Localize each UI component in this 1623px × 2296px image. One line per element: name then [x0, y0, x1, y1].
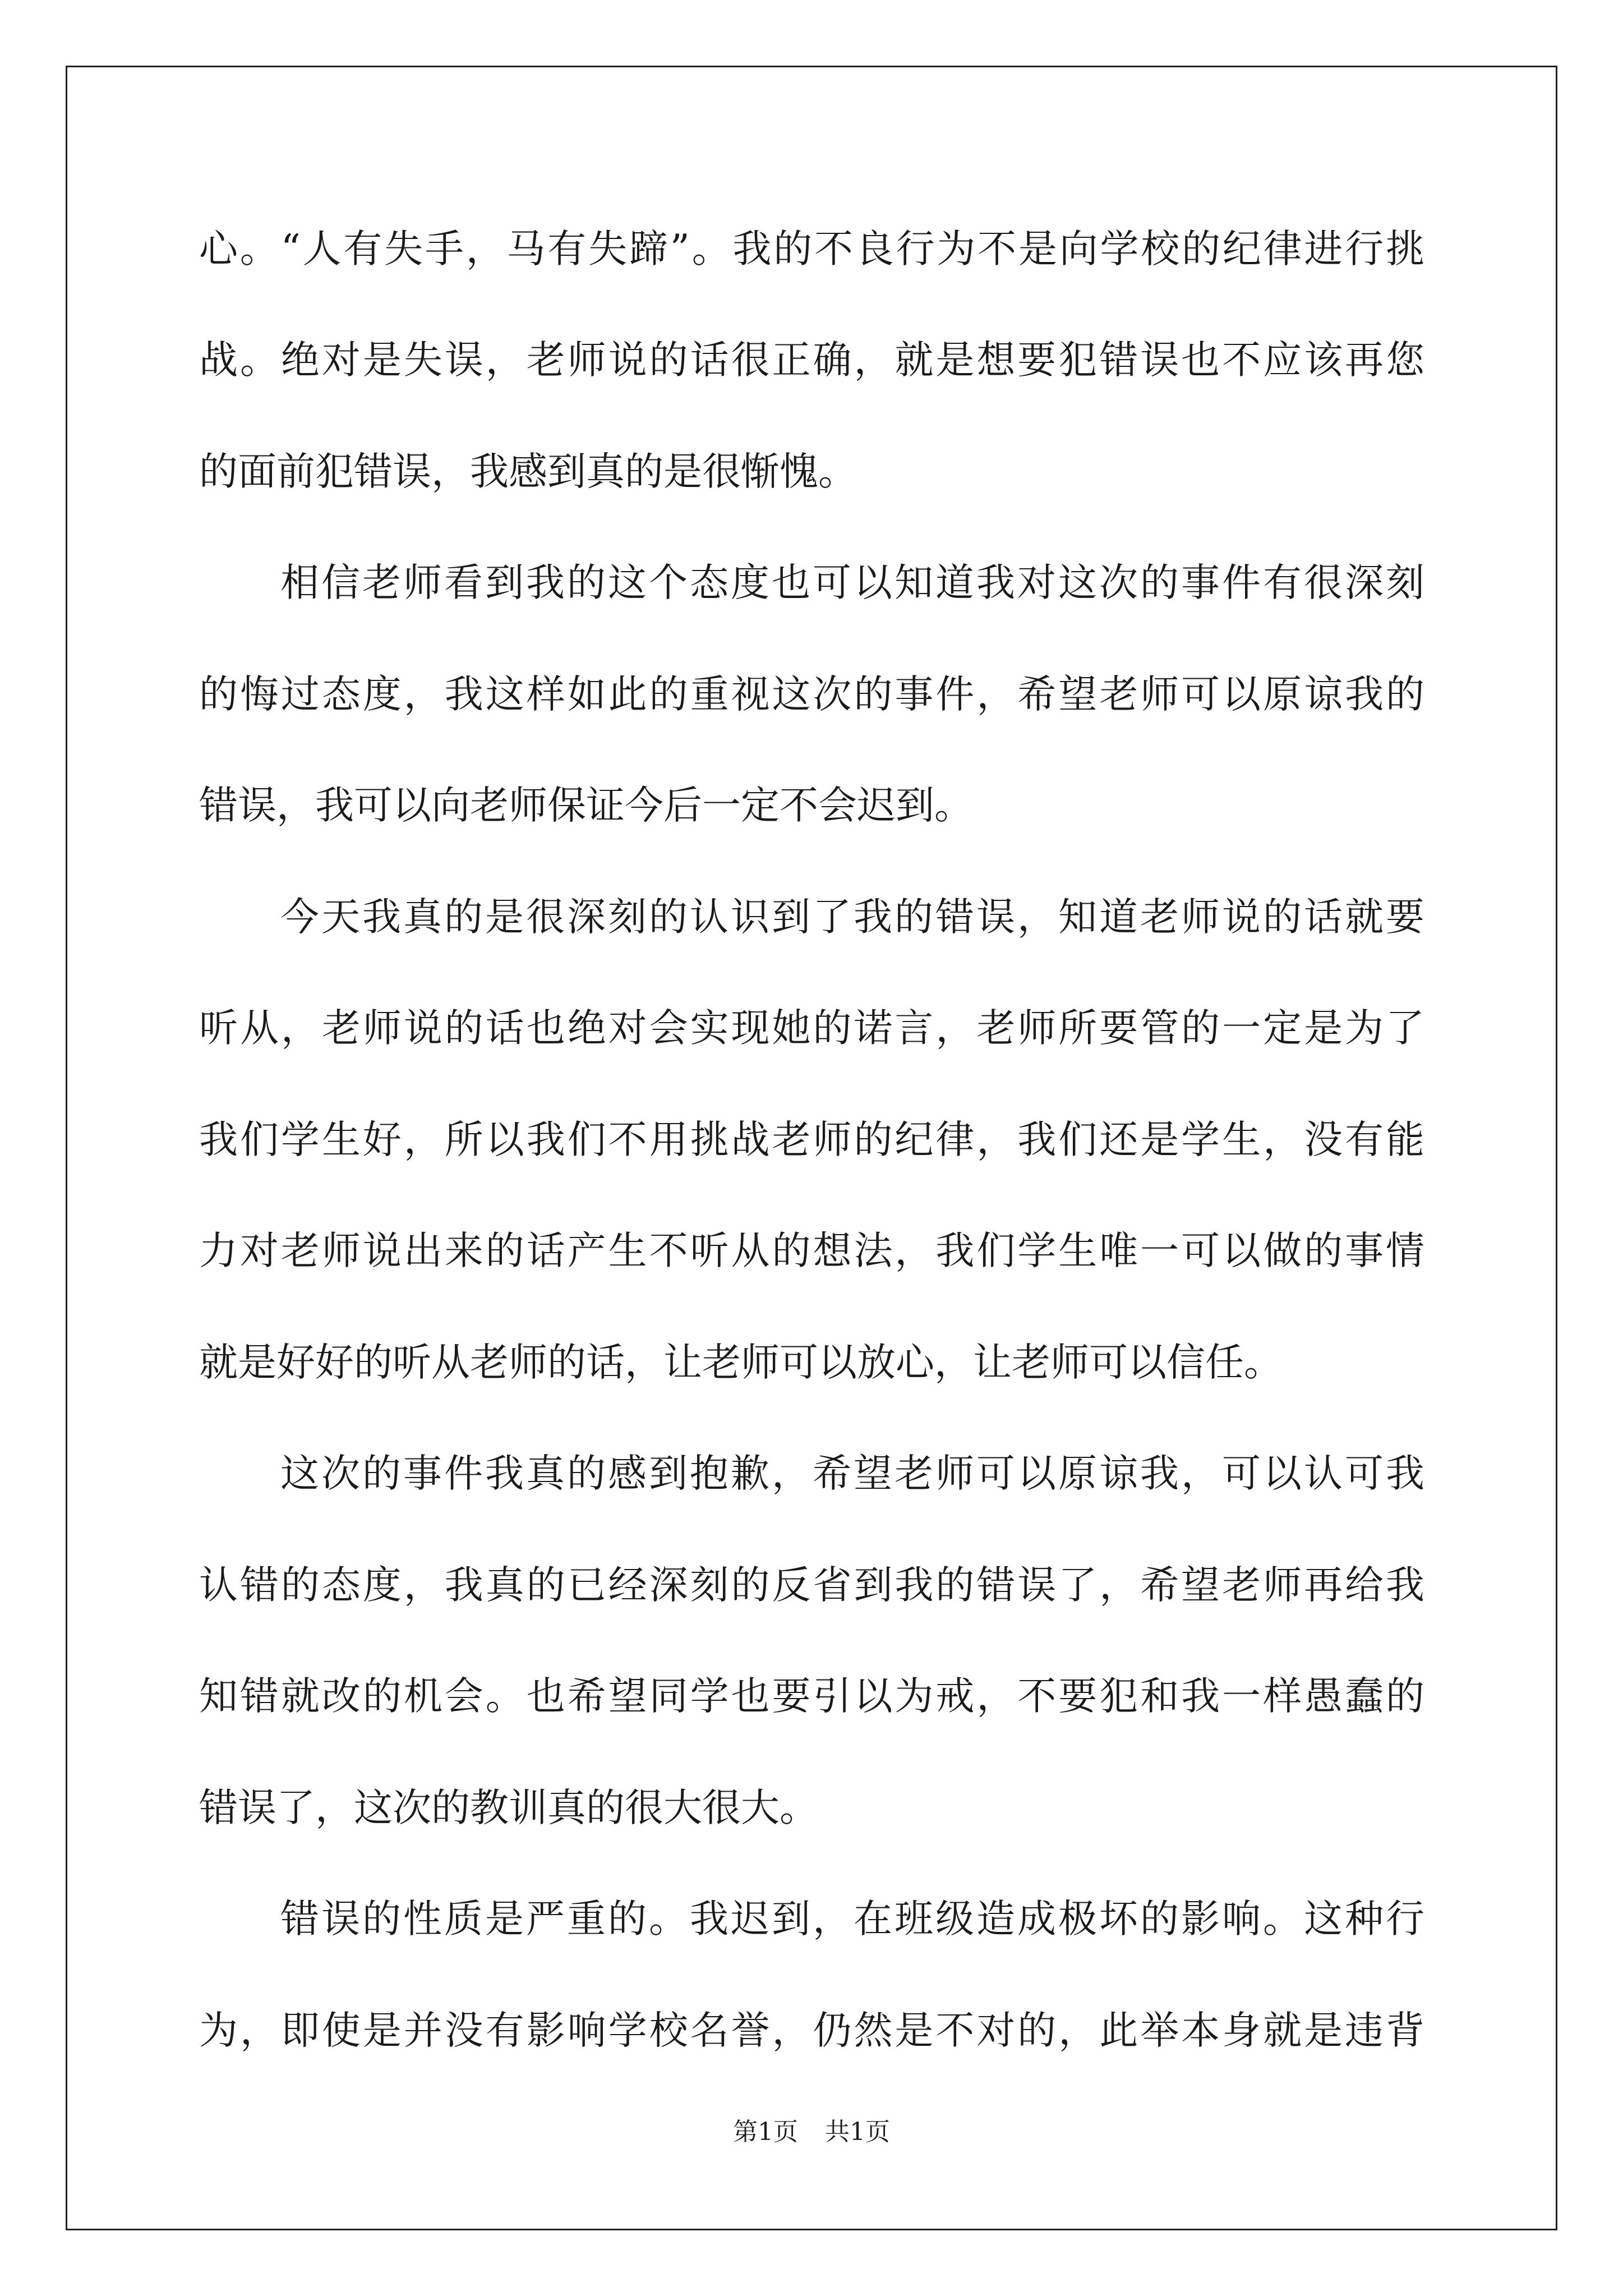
paragraph-first-line: 今天我真的是很深刻的认识到了我的错误，知道老师说的话就要	[280, 895, 1424, 940]
text-line: 听从，老师说的话也绝对会实现她的诺言，老师所要管的一定是为了	[199, 1006, 1424, 1051]
text-line: 认错的态度，我真的已经深刻的反省到我的错误了，希望老师再给我	[199, 1563, 1424, 1608]
text-line: 错误，我可以向老师保证今后一定不会迟到。	[199, 783, 973, 828]
text-line: 就是好好的听从老师的话，让老师可以放心，让老师可以信任。	[199, 1340, 1283, 1385]
text-line: 的悔过态度，我这样如此的重视这次的事件，希望老师可以原谅我的	[199, 672, 1424, 717]
text-line: 错误了，这次的教训真的很大很大。	[199, 1786, 818, 1830]
text-line: 心。“人有失手，马有失蹄”。我的不良行为不是向学校的纪律进行挑	[199, 227, 1424, 272]
text-line: 力对老师说出来的话产生不听从的想法，我们学生唯一可以做的事情	[199, 1228, 1424, 1273]
text-line: 为，即使是并没有影响学校名誉，仍然是不对的，此举本身就是违背	[199, 2008, 1424, 2053]
paragraph-first-line: 这次的事件我真的感到抱歉，希望老师可以原谅我，可以认可我	[280, 1451, 1424, 1496]
text-line: 战。绝对是失误，老师说的话很正确，就是想要犯错误也不应该再您	[199, 338, 1424, 383]
text-line: 知错就改的机会。也希望同学也要引以为戒，不要犯和我一样愚蠢的	[199, 1674, 1424, 1719]
paragraph-first-line: 相信老师看到我的这个态度也可以知道我对这次的事件有很深刻	[280, 560, 1424, 605]
text-line: 我们学生好，所以我们不用挑战老师的纪律，我们还是学生，没有能	[199, 1117, 1424, 1162]
page-total: 共1页	[825, 2118, 890, 2146]
paragraph-first-line: 错误的性质是严重的。我迟到，在班级造成极坏的影响。这种行	[280, 1897, 1424, 1941]
page-number: 第1页	[733, 2118, 798, 2146]
page-footer	[0, 2120, 1623, 2145]
text-line: 的面前犯错误，我感到真的是很惭愧。	[199, 449, 857, 494]
